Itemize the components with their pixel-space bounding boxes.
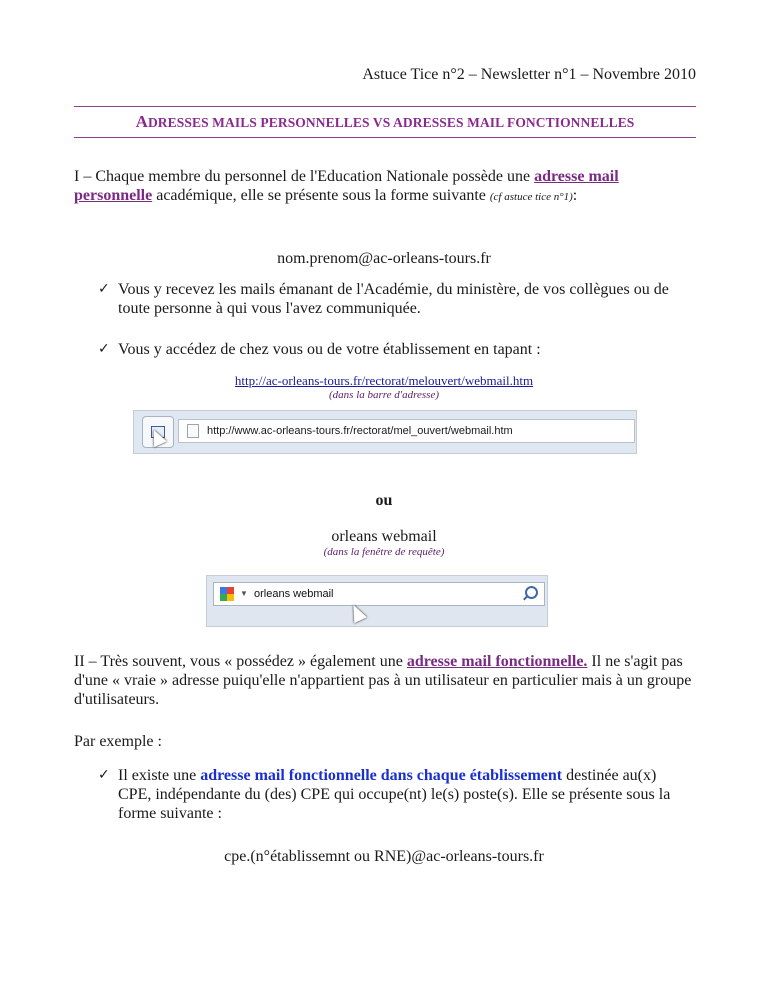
- dropdown-arrow-icon[interactable]: ▼: [240, 589, 248, 598]
- personal-mail-paragraph: [74, 167, 699, 207]
- check-icon: ✓: [98, 281, 110, 297]
- bullet-access: [98, 340, 678, 359]
- intro-text: II – Très souvent, vous « possédez » également une: [74, 653, 407, 670]
- highlight-text: adresse mail fonctionnelle dans chaque établissement: [200, 767, 563, 784]
- intro-text-after: académique, elle se présente sous la forme suivante: [152, 187, 490, 204]
- page-icon: [187, 424, 199, 438]
- search-query-text: orleans webmail: [331, 528, 437, 545]
- google-icon: [220, 587, 234, 601]
- search-box-screenshot: [206, 575, 548, 627]
- search-icon[interactable]: [525, 586, 538, 599]
- functional-mail-paragraph: [74, 652, 699, 709]
- search-input[interactable]: [213, 582, 545, 606]
- address-text: http://www.ac-orleans-tours.fr/rectorat/mel_ouvert/webmail.htm: [207, 425, 513, 437]
- functional-mail-link[interactable]: adresse mail fonctionnelle.: [406, 653, 588, 670]
- personal-email-format: nom.prenom@ac-orleans-tours.fr: [277, 250, 491, 267]
- personal-mail-link[interactable]: adresse mail personnelle: [74, 168, 619, 204]
- address-bar-note: (dans la barre d'adresse): [329, 389, 439, 401]
- intro-end: :: [572, 187, 578, 204]
- browser-address-bar-screenshot: [133, 410, 637, 454]
- check-icon: ✓: [98, 341, 110, 357]
- intro-text: I – Chaque membre du personnel de l'Education Nationale possède une: [74, 168, 535, 185]
- section-title: [74, 106, 696, 138]
- intro-text-after: Il ne s'agit pas d'une « vraie » adresse puiqu'elle n'appartient pas à un utilisateur en particulier mais à un groupe d'utilisateurs.: [74, 653, 692, 708]
- bullet-text: Vous y accédez de chez vous ou de votre établissement en tapant :: [118, 341, 541, 358]
- bullet-text: Il existe une: [118, 767, 201, 784]
- title-initial: A: [135, 112, 148, 131]
- page-header: Astuce Tice n°2 – Newsletter n°1 – Novembre 2010: [362, 66, 696, 83]
- search-input-text: orleans webmail: [254, 588, 334, 600]
- cpe-email-format: cpe.(n°établissemnt ou RNE)@ac-orleans-tours.fr: [224, 848, 544, 865]
- title-rest: DRESSES MAILS PERSONNELLES VS ADRESSES MAIL FONCTIONNELLES: [147, 115, 635, 130]
- check-icon: ✓: [98, 767, 110, 783]
- astuce-reference: (cf astuce tice n°1): [489, 191, 573, 203]
- bullet-text-after: destinée au(x) CPE, indépendante du (des) CPE qui occupe(nt) le(s) poste(s). Elle se présente sous la forme suivante :: [118, 767, 671, 822]
- or-separator: ou: [375, 492, 393, 509]
- search-box-note: (dans la fenêtre de requête): [323, 546, 445, 558]
- bullet-text: Vous y recevez les mails émanant de l'Académie, du ministère, de vos collègues ou de toute personne à qui vous l'avez communiquée.: [118, 281, 669, 317]
- bullet-receive-mails: [98, 280, 678, 318]
- bullet-cpe-mail: [98, 766, 678, 823]
- address-field[interactable]: [178, 419, 635, 443]
- example-label: Par exemple :: [74, 733, 162, 750]
- webmail-url-link[interactable]: http://ac-orleans-tours.fr/rectorat/melouvert/webmail.htm: [234, 373, 534, 388]
